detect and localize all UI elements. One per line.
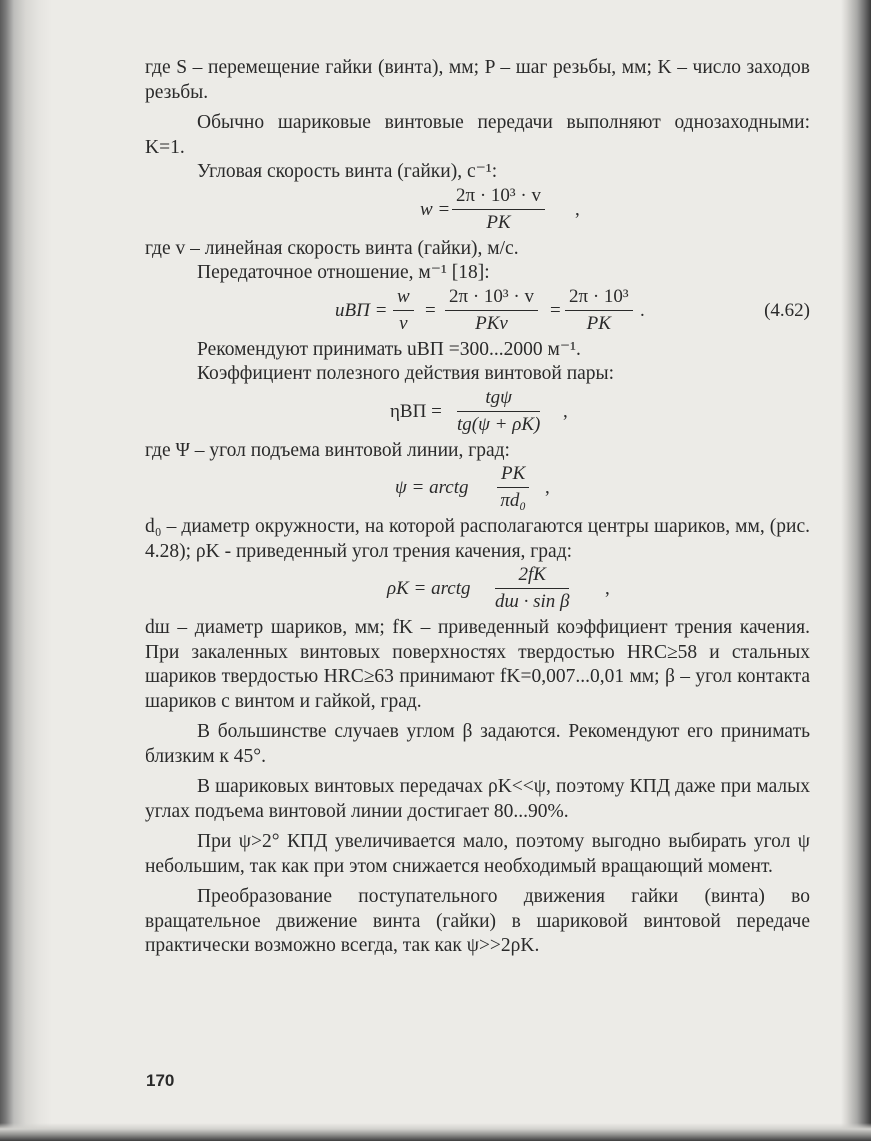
denominator: v (399, 312, 408, 334)
paragraph: где v – линейная скорость винта (гайки), м/с. (145, 237, 519, 259)
scan-bottom-edge (0, 1123, 871, 1141)
page-number: 170 (146, 1071, 175, 1090)
formula-fraction (495, 564, 569, 613)
formula-lhs: ρK = arctg (387, 578, 471, 599)
numerator: 2fK (495, 564, 569, 589)
paragraph: Рекомендуют принимать uВП =300...2000 м⁻¹. (197, 338, 581, 360)
paragraph: d₀ – диаметр окружности, на которой располагаются центры шариков, мм, (рис. 4.28); ρK - приведенный угол трения качения, град: (145, 516, 810, 562)
formula-fraction (452, 185, 545, 234)
paragraph: Угловая скорость винта (гайки), с⁻¹: (197, 161, 498, 182)
denominator: πd₀ (500, 490, 526, 511)
formula-lhs: uВП = (335, 299, 388, 321)
equals-sign: = (425, 299, 436, 321)
formula-fraction (565, 286, 633, 335)
numerator: w (393, 286, 414, 311)
paragraph: Обычно шариковые винтовые передачи выполняют однозаходными: K=1. (145, 112, 810, 158)
formula-number: (4.62) (764, 299, 810, 321)
formula-tail: , (605, 578, 610, 599)
scan-right-edge (841, 0, 871, 1141)
paragraph: Передаточное отношение, м⁻¹ [18]: (197, 262, 490, 283)
formula-tail: . (640, 299, 645, 321)
numerator: 2π · 10³ (565, 286, 633, 311)
formula-helix-angle (145, 463, 810, 515)
paragraph: Преобразование поступательного движения гайки (винта) во вращательное движение винта (гайки) в шариковой винтовой передаче практически возможно всегда, так как ψ>>2ρK. (145, 886, 810, 956)
formula-efficiency (145, 387, 810, 439)
numerator: PK (497, 463, 529, 488)
numerator: 2π · 10³ · v (445, 286, 538, 311)
formula-lhs: ηВП = (390, 400, 442, 422)
formula-fraction (497, 463, 529, 512)
numerator: tgψ (457, 387, 540, 412)
formula-gear-ratio (145, 286, 810, 338)
scan-left-edge (0, 0, 52, 1141)
paragraph: При ψ>2° КПД увеличивается мало, поэтому выгодно выбирать угол ψ небольшим, так как при этом снижается необходимый вращающий момент. (145, 831, 810, 877)
formula-tail: , (545, 477, 550, 498)
formula-fraction (457, 387, 540, 436)
formula-lhs: w = (420, 198, 451, 220)
denominator: PKv (475, 312, 508, 334)
denominator: tg(ψ + ρK) (457, 413, 541, 435)
denominator: PK (586, 312, 611, 334)
denominator: PK (486, 211, 511, 233)
formula-fraction (393, 286, 414, 335)
formula-tail: , (563, 400, 568, 422)
denominator: dш · sin β (495, 591, 570, 612)
formula-fraction (445, 286, 538, 335)
paragraph: В большинстве случаев углом β задаются. Рекомендуют его принимать близким к 45°. (145, 721, 810, 767)
paragraph: Коэффициент полезного действия винтовой пары: (197, 363, 615, 384)
paragraph: В шариковых винтовых передачах ρK<<ψ, поэтому КПД даже при малых углах подъема винтовой линии достигает 80...90%. (145, 776, 810, 822)
formula-angular-speed (145, 185, 810, 237)
page-body (145, 56, 810, 959)
numerator: 2π · 10³ · v (452, 185, 545, 210)
formula-friction-angle (145, 564, 810, 616)
formula-tail: , (575, 198, 580, 220)
paragraph: где S – перемещение гайки (винта), мм; P – шаг резьбы, мм; K – число заходов резьбы. (145, 57, 810, 103)
formula-lhs: ψ = arctg (395, 477, 469, 498)
paragraph: где Ψ – угол подъема винтовой линии, град: (145, 439, 510, 461)
paragraph: dш – диаметр шариков, мм; fK – приведенный коэффициент трения качения. При закаленных винтовых поверхностях твердостью HRC≥58 и стальных шариков твердостью HRC≥63 принимают fK=0,007...0,01 мм; β – угол контакта шариков с винтом и гайкой, град. (145, 617, 810, 712)
equals-sign: = (550, 299, 561, 321)
